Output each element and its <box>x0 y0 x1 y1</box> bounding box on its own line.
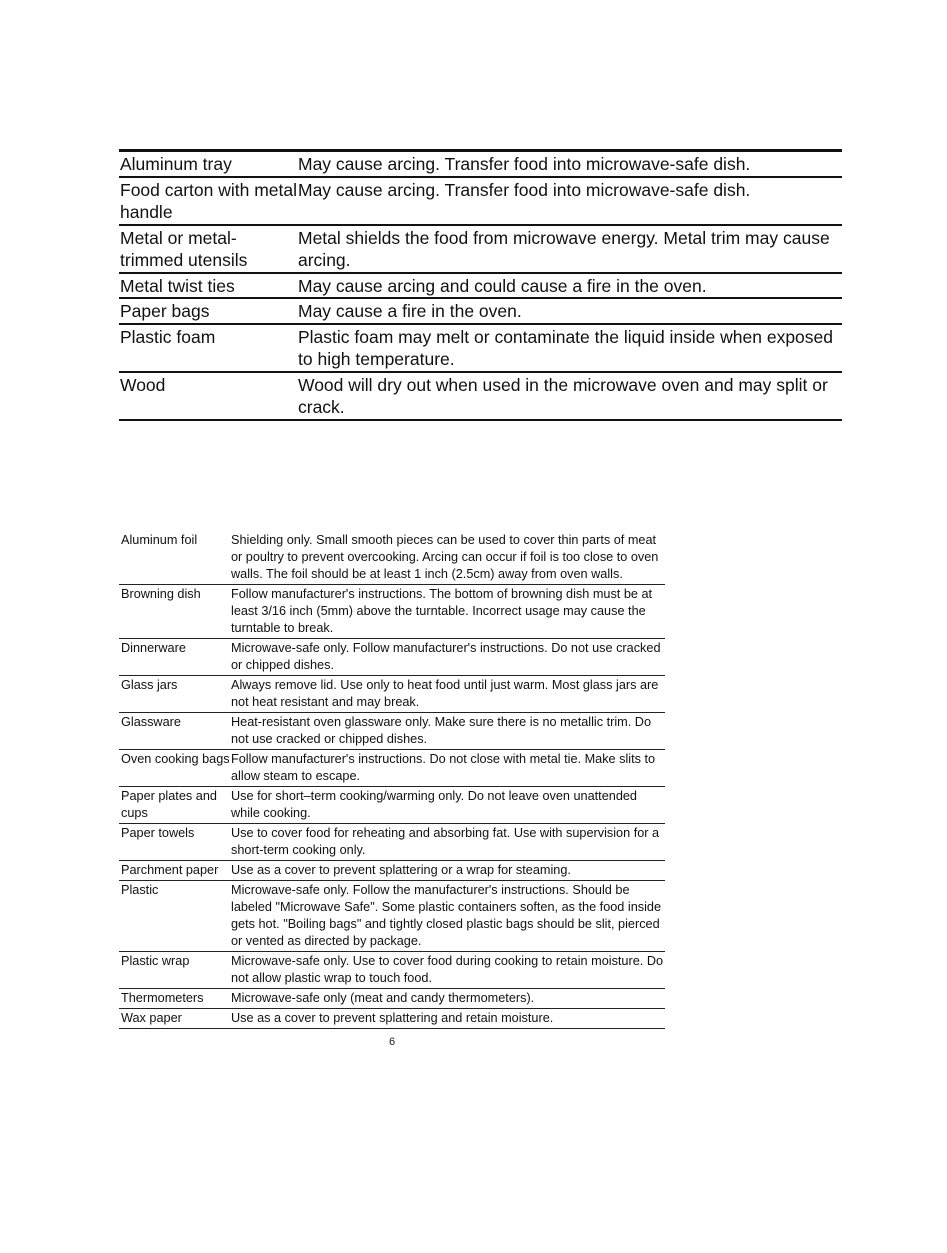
material-description: Plastic foam may melt or contaminate the liquid inside when exposed to high temperature. <box>298 324 842 372</box>
table-row <box>119 787 665 824</box>
table-row <box>119 531 665 585</box>
material-name: Metal or metal-trimmed utensils <box>119 225 298 273</box>
materials-to-avoid-table <box>119 149 842 421</box>
material-description: Follow manufacturer's instructions. Do not close with metal tie. Make slits to allow steam to escape. <box>231 750 665 787</box>
material-description: Use to cover food for reheating and absorbing fat. Use with supervision for a short-term cooking only. <box>231 824 665 861</box>
table-row <box>119 225 842 273</box>
material-name: Aluminum foil <box>119 531 231 585</box>
page-number: 6 <box>389 1036 396 1048</box>
table-row <box>119 639 665 676</box>
material-name: Dinnerware <box>119 639 231 676</box>
material-name: Parchment paper <box>119 861 231 881</box>
material-name: Wood <box>119 372 298 420</box>
material-description: May cause arcing. Transfer food into microwave-safe dish. <box>298 177 842 225</box>
table-row <box>119 989 665 1009</box>
material-name: Glassware <box>119 713 231 750</box>
table-row <box>119 952 665 989</box>
material-name: Paper bags <box>119 298 298 324</box>
material-description: Heat-resistant oven glassware only. Make sure there is no metallic trim. Do not use cracked or chipped dishes. <box>231 713 665 750</box>
materials-allowed-table <box>119 531 665 1029</box>
table-row <box>119 881 665 952</box>
table-row <box>119 676 665 713</box>
material-name: Food carton with metal handle <box>119 177 298 225</box>
table-row <box>119 177 842 225</box>
material-name: Paper towels <box>119 824 231 861</box>
material-name: Thermometers <box>119 989 231 1009</box>
material-description: Microwave-safe only. Follow manufacturer's instructions. Do not use cracked or chipped dishes. <box>231 639 665 676</box>
material-description: Use for short–term cooking/warming only. Do not leave oven unattended while cooking. <box>231 787 665 824</box>
material-name: Aluminum tray <box>119 151 298 177</box>
table-row <box>119 1009 665 1029</box>
table-row <box>119 713 665 750</box>
material-description: Follow manufacturer's instructions. The bottom of browning dish must be at least 3/16 inch (5mm) above the turntable. Incorrect usage may cause the turntable to break. <box>231 585 665 639</box>
material-description: May cause arcing. Transfer food into microwave-safe dish. <box>298 151 842 177</box>
material-name: Oven cooking bags <box>119 750 231 787</box>
material-name: Metal twist ties <box>119 273 298 299</box>
material-description: Metal shields the food from microwave energy. Metal trim may cause arcing. <box>298 225 842 273</box>
material-name: Plastic <box>119 881 231 952</box>
material-description: Use as a cover to prevent splattering or a wrap for steaming. <box>231 861 665 881</box>
material-description: Microwave-safe only. Follow the manufacturer's instructions. Should be labeled "Microwave Safe". Some plastic containers soften, as the food inside gets hot. "Boiling bags" and tightly closed plastic bags should be slit, pierced or vented as directed by package. <box>231 881 665 952</box>
material-name: Paper plates and cups <box>119 787 231 824</box>
material-name: Browning dish <box>119 585 231 639</box>
material-description: May cause a fire in the oven. <box>298 298 842 324</box>
material-description: Use as a cover to prevent splattering and retain moisture. <box>231 1009 665 1029</box>
material-name: Plastic foam <box>119 324 298 372</box>
table-row <box>119 750 665 787</box>
table-row <box>119 298 842 324</box>
table-row <box>119 151 842 177</box>
material-name: Glass jars <box>119 676 231 713</box>
material-description: Shielding only. Small smooth pieces can be used to cover thin parts of meat or poultry to prevent overcooking. Arcing can occur if foil is too close to oven walls. The foil should be at least 1 inch (2.5cm) away from oven walls. <box>231 531 665 585</box>
material-description: Always remove lid. Use only to heat food until just warm. Most glass jars are not heat resistant and may break. <box>231 676 665 713</box>
material-description: Microwave-safe only. Use to cover food during cooking to retain moisture. Do not allow plastic wrap to touch food. <box>231 952 665 989</box>
table-row <box>119 273 842 299</box>
material-description: May cause arcing and could cause a fire in the oven. <box>298 273 842 299</box>
table-row <box>119 324 842 372</box>
table-row <box>119 824 665 861</box>
material-name: Wax paper <box>119 1009 231 1029</box>
table-row <box>119 861 665 881</box>
table-row <box>119 372 842 420</box>
table-row <box>119 585 665 639</box>
material-description: Wood will dry out when used in the microwave oven and may split or crack. <box>298 372 842 420</box>
material-name: Plastic wrap <box>119 952 231 989</box>
material-description: Microwave-safe only (meat and candy thermometers). <box>231 989 665 1009</box>
